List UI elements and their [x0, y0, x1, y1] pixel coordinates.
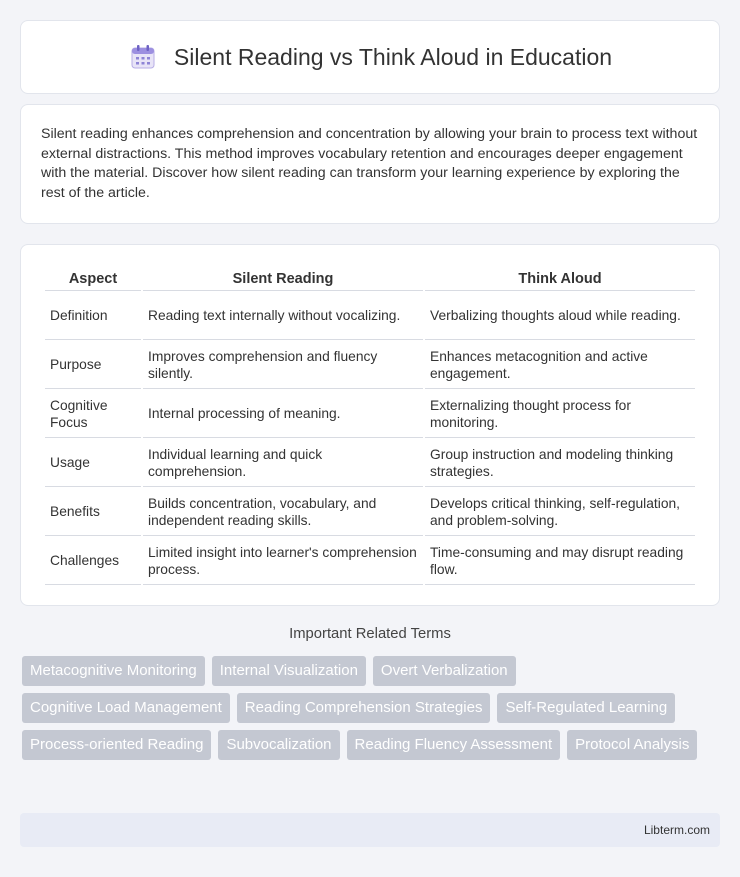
- related-term-tag[interactable]: Metacognitive Monitoring: [22, 656, 205, 686]
- intro-text: Silent reading enhances comprehension and concentration by allowing your brain to process text without external distractions. This method improves vocabulary retention and encourages deeper engagement with the material. Discover how silent reading can transform your learning experience by exploring the rest of the article.: [41, 126, 698, 201]
- row-think: Develops critical thinking, self-regulation, and problem-solving.: [425, 489, 695, 536]
- table-row: [45, 489, 695, 536]
- related-term-tag[interactable]: Reading Comprehension Strategies: [237, 693, 491, 723]
- row-aspect: Challenges: [45, 538, 141, 585]
- row-aspect: Definition: [45, 293, 141, 340]
- header-think-aloud: Think Aloud: [425, 267, 695, 291]
- intro-card: [20, 104, 720, 224]
- row-silent: Limited insight into learner's comprehension process.: [143, 538, 423, 585]
- footer-link[interactable]: Libterm.com: [643, 823, 710, 837]
- header-aspect: Aspect: [45, 267, 141, 291]
- related-term-tag[interactable]: Protocol Analysis: [567, 730, 697, 760]
- row-silent: Individual learning and quick comprehension.: [143, 440, 423, 487]
- table-row: [45, 342, 695, 389]
- related-term-tag[interactable]: Reading Fluency Assessment: [347, 730, 561, 760]
- row-aspect: Cognitive Focus: [45, 391, 141, 438]
- row-think: Time-consuming and may disrupt reading flow.: [425, 538, 695, 585]
- row-silent: Builds concentration, vocabulary, and independent reading skills.: [143, 489, 423, 536]
- table-row: [45, 293, 695, 340]
- row-think: Enhances metacognition and active engagement.: [425, 342, 695, 389]
- related-terms-list: [22, 656, 722, 760]
- related-term-tag[interactable]: Internal Visualization: [212, 656, 366, 686]
- table-row: [45, 538, 695, 585]
- header-silent-reading: Silent Reading: [143, 267, 423, 291]
- row-think: Externalizing thought process for monitoring.: [425, 391, 695, 438]
- related-term-tag[interactable]: Subvocalization: [218, 730, 339, 760]
- table-header-row: [45, 267, 695, 291]
- related-term-tag[interactable]: Cognitive Load Management: [22, 693, 230, 723]
- row-think: Group instruction and modeling thinking strategies.: [425, 440, 695, 487]
- title-wrap: [128, 42, 612, 72]
- footer: [20, 813, 720, 847]
- header-card: [20, 20, 720, 94]
- row-silent: Improves comprehension and fluency silently.: [143, 342, 423, 389]
- table-row: [45, 440, 695, 487]
- comparison-table-card: [20, 244, 720, 606]
- row-aspect: Benefits: [45, 489, 141, 536]
- table-row: [45, 391, 695, 438]
- related-term-tag[interactable]: Process-oriented Reading: [22, 730, 211, 760]
- comparison-table: [43, 265, 697, 587]
- related-terms-title: Important Related Terms: [289, 626, 451, 642]
- row-silent: Internal processing of meaning.: [143, 391, 423, 438]
- related-term-tag[interactable]: Overt Verbalization: [373, 656, 516, 686]
- row-aspect: Usage: [45, 440, 141, 487]
- related-term-tag[interactable]: Self-Regulated Learning: [497, 693, 675, 723]
- page-title: Silent Reading vs Think Aloud in Education: [173, 43, 613, 70]
- calendar-icon: [128, 42, 158, 72]
- row-think: Verbalizing thoughts aloud while reading.: [425, 293, 695, 340]
- row-silent: Reading text internally without vocalizing.: [143, 293, 423, 340]
- row-aspect: Purpose: [45, 342, 141, 389]
